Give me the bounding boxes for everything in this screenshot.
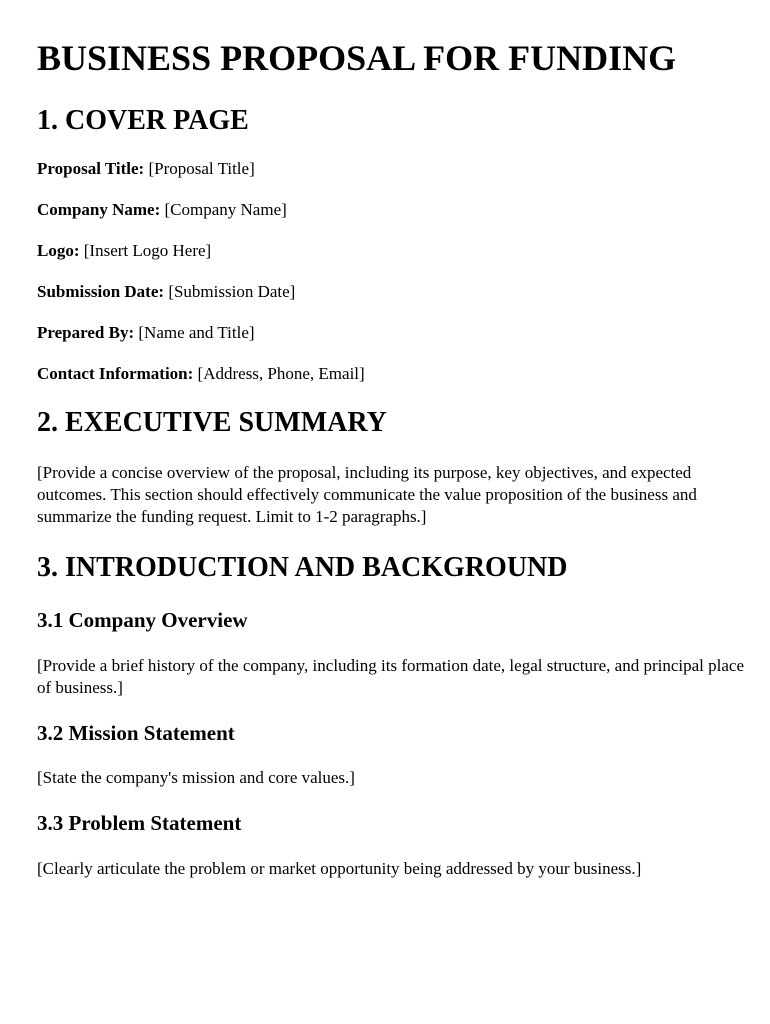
proposal-title-field	[37, 158, 747, 180]
prepared-by-value: [Name and Title]	[138, 323, 255, 342]
problem-statement-heading: 3.3 Problem Statement	[37, 811, 242, 835]
mission-statement-body: [State the company's mission and core values.]	[37, 768, 355, 787]
company-name-value: [Company Name]	[164, 200, 287, 219]
submission-date-field	[37, 281, 747, 303]
problem-statement-body: [Clearly articulate the problem or market opportunity being addressed by your business.]	[37, 859, 642, 878]
company-name-field	[37, 199, 747, 221]
company-name-label: Company Name:	[37, 200, 161, 219]
proposal-title-value: [Proposal Title]	[148, 159, 255, 178]
submission-date-value: [Submission Date]	[168, 282, 296, 301]
contact-information-value: [Address, Phone, Email]	[197, 364, 365, 383]
company-overview-body: [Provide a brief history of the company, including its formation date, legal structure, and principal place of business.]	[37, 656, 745, 697]
document-page	[37, 0, 747, 880]
company-overview-heading: 3.1 Company Overview	[37, 608, 248, 632]
logo-field	[37, 240, 747, 262]
submission-date-label: Submission Date:	[37, 282, 165, 301]
contact-information-field	[37, 363, 747, 385]
mission-statement-heading: 3.2 Mission Statement	[37, 721, 235, 745]
prepared-by-field	[37, 322, 747, 344]
document-title: BUSINESS PROPOSAL FOR FUNDING	[37, 38, 677, 78]
executive-summary-body: [Provide a concise overview of the proposal, including its purpose, key objectives, and expected outcomes. This section should effectively communicate the value proposition of the business and summarize the funding request. Limit to 1-2 paragraphs.]	[37, 463, 697, 526]
logo-value: [Insert Logo Here]	[83, 241, 212, 260]
introduction-heading: 3. INTRODUCTION AND BACKGROUND	[37, 552, 568, 583]
prepared-by-label: Prepared By:	[37, 323, 135, 342]
cover-page-heading: 1. COVER PAGE	[37, 105, 249, 136]
logo-label: Logo:	[37, 241, 80, 260]
executive-summary-heading: 2. EXECUTIVE SUMMARY	[37, 407, 387, 438]
proposal-title-label: Proposal Title:	[37, 159, 145, 178]
contact-information-label: Contact Information:	[37, 364, 194, 383]
